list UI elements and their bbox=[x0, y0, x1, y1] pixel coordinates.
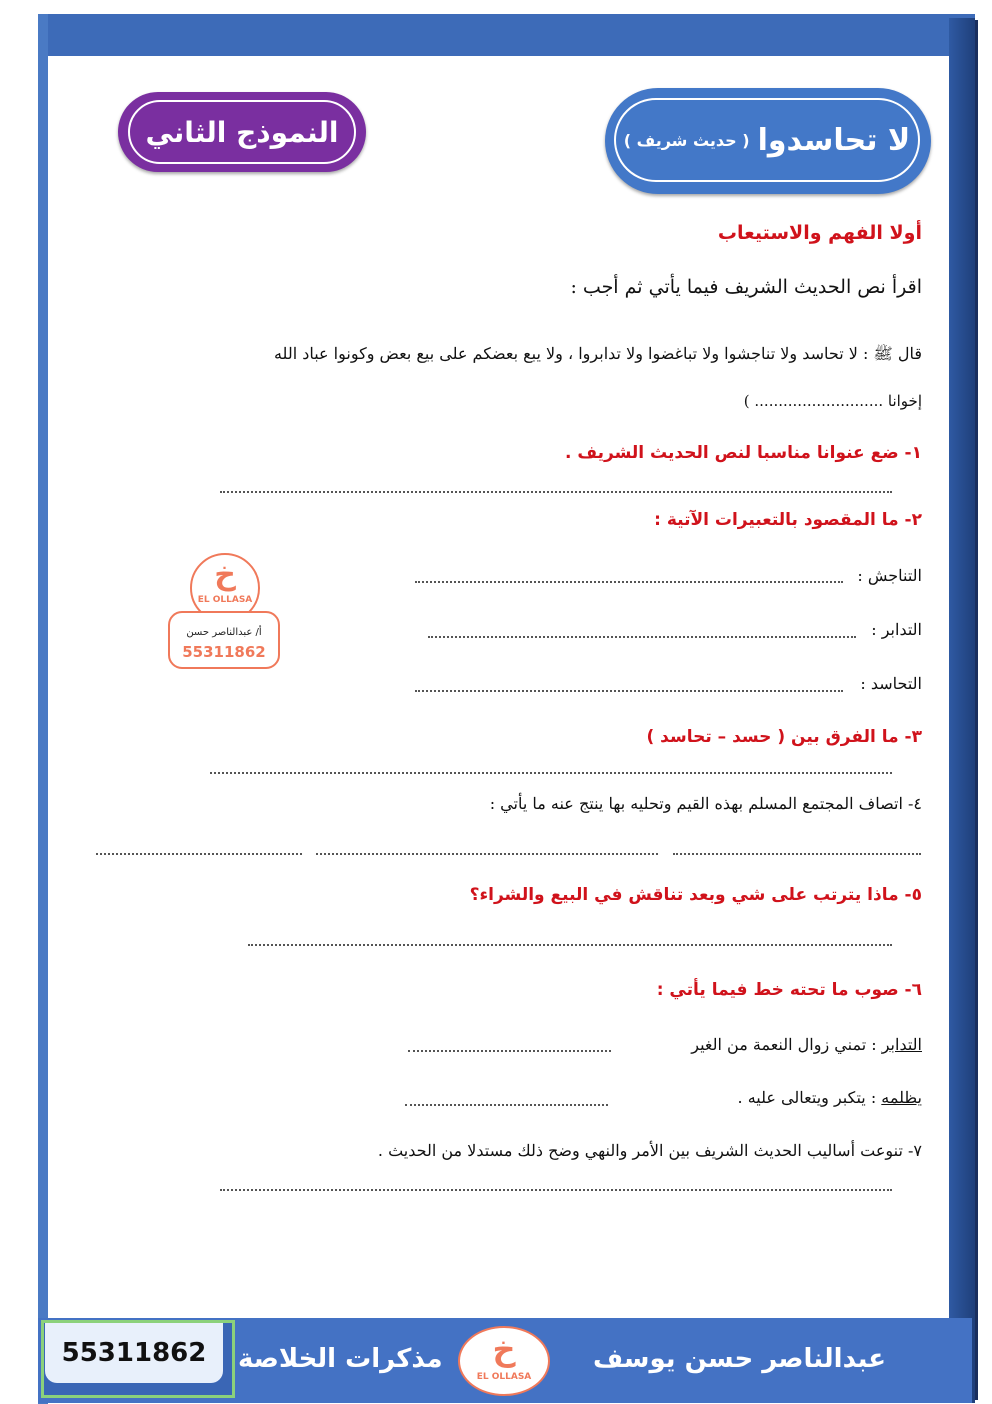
answer-line-7[interactable] bbox=[220, 1189, 892, 1191]
q6-item-1 bbox=[691, 1035, 922, 1054]
q6-item-2 bbox=[738, 1088, 922, 1107]
term-tadabur: التدابر : bbox=[871, 620, 922, 639]
logo-teacher: أ/ عبدالناصر حسن bbox=[186, 627, 262, 638]
question-3: ٣- ما الفرق بين ( حسد – تحاسد ) bbox=[646, 727, 922, 747]
answer-line-1[interactable] bbox=[220, 491, 892, 493]
answer-line-4b[interactable] bbox=[316, 853, 658, 855]
answer-line-6a[interactable] bbox=[408, 1050, 611, 1052]
logo-letter-icon: خ bbox=[214, 557, 236, 592]
answer-line-4c[interactable] bbox=[673, 853, 921, 855]
question-2: ٢- ما المقصود بالتعبيرات الآتية : bbox=[654, 510, 922, 530]
footer-phone: 55311862 bbox=[45, 1323, 223, 1383]
lesson-title: لا تحاسدوا bbox=[757, 122, 911, 158]
question-6: ٦- صوب ما تحته خط فيما يأتي : bbox=[656, 980, 922, 1000]
answer-line-4a[interactable] bbox=[96, 853, 302, 855]
page-frame-right bbox=[949, 18, 975, 1403]
q6-item-2-word: يظلمه bbox=[881, 1088, 922, 1107]
hadith-line-2: إخوانا ........................... ) bbox=[743, 392, 922, 410]
section-heading: أولا الفهم والاستيعاب bbox=[717, 222, 922, 244]
logo-brand: EL OLLASA bbox=[197, 595, 253, 605]
answer-line-tadabur[interactable] bbox=[428, 636, 856, 638]
q6-item-2-text: : يتكبر ويتعالى عليه . bbox=[737, 1088, 877, 1107]
footer-logo bbox=[458, 1326, 550, 1396]
answer-line-6b[interactable] bbox=[405, 1104, 608, 1106]
answer-line-tanajush[interactable] bbox=[415, 581, 843, 583]
q6-item-1-text: : تمني زوال النعمة من الغير bbox=[691, 1035, 877, 1054]
footer-series: مذكرات الخلاصة bbox=[238, 1344, 443, 1374]
footer-author: عبدالناصر حسن يوسف bbox=[592, 1344, 886, 1374]
footer-logo-letter-icon: خ bbox=[492, 1330, 516, 1368]
instruction-text: اقرأ نص الحديث الشريف فيما يأتي ثم أجب : bbox=[570, 276, 922, 298]
lesson-subtitle: ( حديث شريف ) bbox=[623, 130, 750, 150]
question-1: ١- ضع عنوانا مناسبا لنص الحديث الشريف . bbox=[565, 443, 922, 463]
title-banner-inner bbox=[614, 98, 920, 182]
page-frame-top bbox=[38, 14, 975, 56]
answer-line-5[interactable] bbox=[248, 944, 892, 946]
footer-logo-brand: EL OLLASA bbox=[476, 1372, 532, 1382]
question-4: ٤- اتصاف المجتمع المسلم بهذه القيم وتحليه بها ينتج عنه ما يأتي : bbox=[489, 794, 922, 813]
question-7: ٧- تنوعت أساليب الحديث الشريف بين الأمر والنهي وضح ذلك مستدلا من الحديث . bbox=[377, 1141, 922, 1160]
question-5: ٥- ماذا يترتب على شي وبعد تناقش في البيع والشراء؟ bbox=[469, 885, 922, 905]
answer-line-3[interactable] bbox=[210, 772, 892, 774]
model-label: النموذج الثاني bbox=[128, 100, 356, 164]
term-tahasud: التحاسد : bbox=[860, 674, 922, 693]
page-frame-left bbox=[38, 14, 48, 1404]
answer-line-tahasud[interactable] bbox=[415, 690, 843, 692]
term-tanajush: التناجش : bbox=[857, 566, 922, 585]
logo-contact-box bbox=[168, 611, 280, 669]
logo-phone: 55311862 bbox=[182, 643, 266, 661]
q6-item-1-word: التدابر bbox=[881, 1035, 922, 1054]
hadith-line-1: قال ﷺ : لا تحاسد ولا تناجشوا ولا تباغضوا ولا تدابروا ، ولا يبع بعضكم على بيع بعض وكونوا عباد الله bbox=[273, 344, 922, 363]
elkhollasa-logo bbox=[168, 553, 280, 671]
